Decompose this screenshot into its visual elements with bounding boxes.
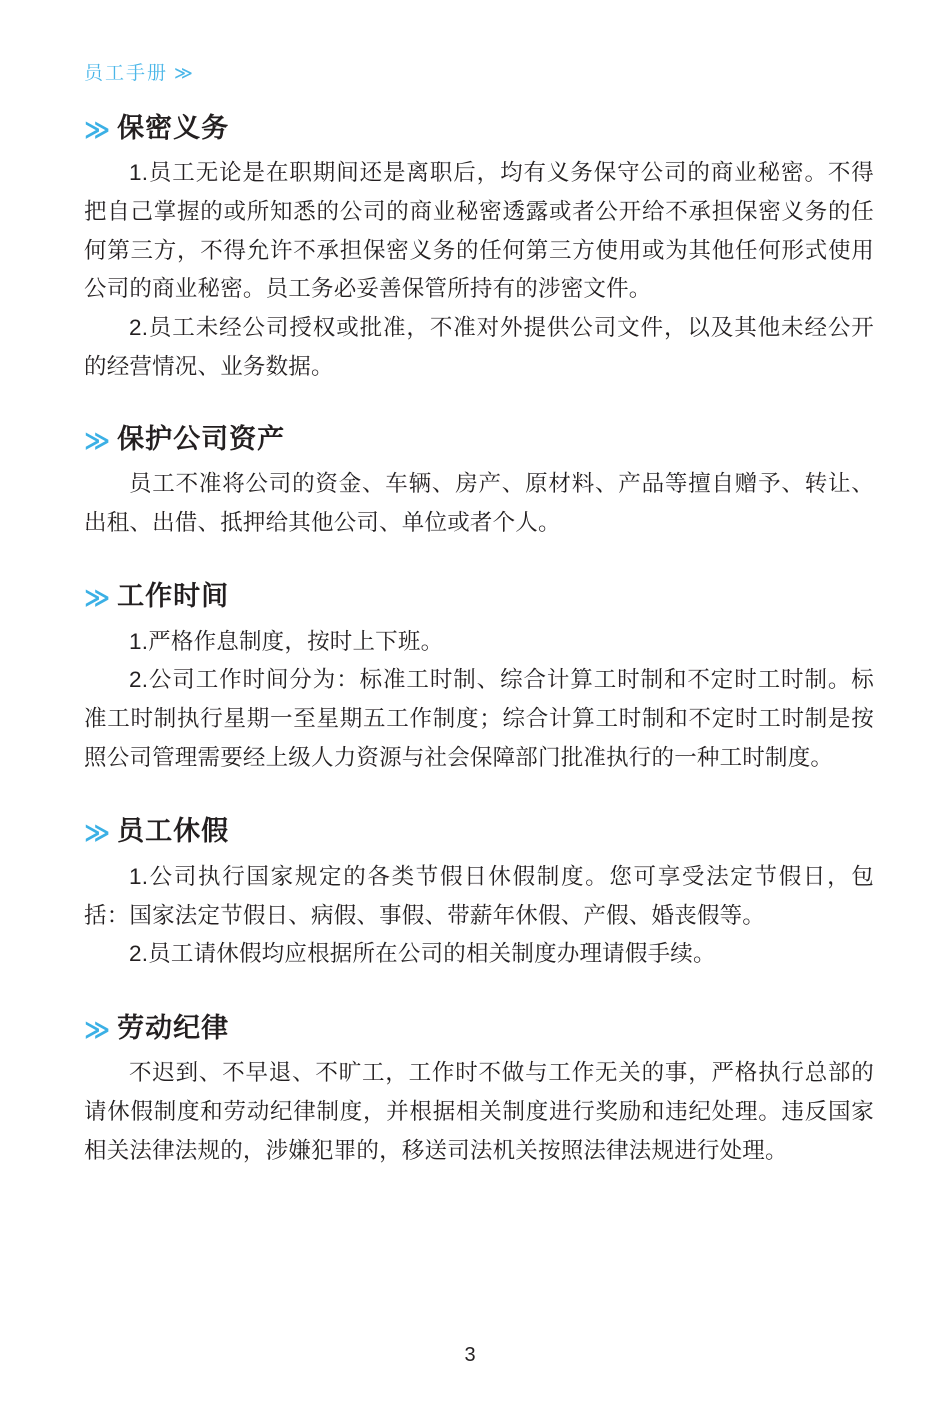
paragraph: 2.公司工作时间分为：标准工时制、综合计算工时制和不定时工时制。标准工时制执行星期一至星期五工作制度；综合计算工时制和不定时工时制是按照公司管理需要经上级人力资源与社会保障部门批准执行的一种工时制度。: [84, 667, 874, 770]
section-heading: [84, 112, 874, 144]
section-labor-discipline: [84, 1012, 874, 1170]
paragraph: 1.公司执行国家规定的各类节假日休假制度。您可享受法定节假日，包括：国家法定节假日、病假、事假、带薪年休假、产假、婚丧假等。: [84, 863, 874, 928]
page-header: [84, 58, 191, 85]
section-title: 保密义务: [117, 113, 230, 143]
handbook-title: 员工手册: [84, 63, 169, 84]
paragraph: 1.员工无论是在职期间还是离职后，均有义务保守公司的商业秘密。不得把自己掌握的或所知悉的公司的商业秘密透露或者公开给不承担保密义务的任何第三方，不得允许不承担保密义务的任何第三方使用或为其他任何形式使用公司的商业秘密。员工务必妥善保管所持有的涉密文件。: [84, 160, 874, 302]
paragraph: 2.员工请休假均应根据所在公司的相关制度办理请假手续。: [129, 941, 716, 967]
section-title: 劳动纪律: [117, 1012, 230, 1043]
section-heading: [84, 580, 874, 612]
section-employee-leave: [84, 815, 874, 973]
chevron-right-icon: ≫: [174, 62, 191, 83]
section-heading: [84, 1012, 874, 1044]
section-title: 员工休假: [117, 816, 230, 847]
chevron-right-icon: ≫: [84, 426, 108, 455]
page-number: 3: [464, 1344, 476, 1366]
section-heading: [84, 815, 874, 847]
chevron-right-icon: ≫: [84, 1015, 108, 1044]
chevron-right-icon: ≫: [84, 584, 108, 613]
paragraph: 不迟到、不早退、不旷工，工作时不做与工作无关的事，严格执行总部的请休假制度和劳动纪律制度，并根据相关制度进行奖励和违纪处理。违反国家相关法律法规的，涉嫌犯罪的，移送司法机关按照法律法规进行处理。: [84, 1060, 874, 1163]
paragraph: 1.严格作息制度，按时上下班。: [129, 628, 444, 654]
paragraph: 2.员工未经公司授权或批准，不准对外提供公司文件，以及其他未经公开的经营情况、业务数据。: [84, 315, 874, 379]
section-title: 保护公司资产: [117, 423, 286, 454]
section-working-hours: [84, 580, 874, 777]
chevron-right-icon: ≫: [84, 819, 108, 848]
section-title: 工作时间: [117, 581, 230, 612]
section-confidentiality: [84, 112, 874, 387]
document-body: [84, 112, 874, 1170]
section-heading: [84, 423, 874, 455]
chevron-right-icon: ≫: [84, 116, 108, 144]
section-company-assets: [84, 423, 874, 543]
paragraph: 员工不准将公司的资金、车辆、房产、原材料、产品等擅自赠予、转让、出租、出借、抵押给其他公司、单位或者个人。: [84, 470, 874, 535]
